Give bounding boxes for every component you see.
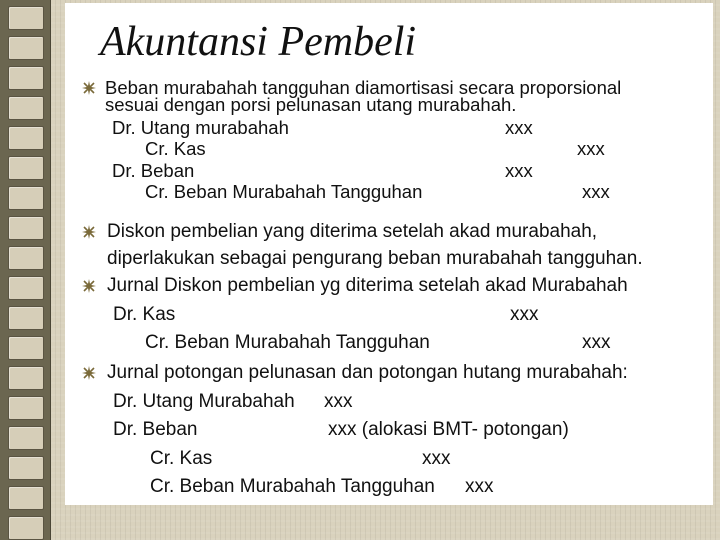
bullet-icon [82,366,96,380]
film-hole [8,186,44,210]
journal-entry-amount: xxx [582,181,610,202]
film-hole [8,516,44,540]
film-hole [8,396,44,420]
journal-entry-amount: xxx [577,138,605,159]
film-hole [8,456,44,480]
bullet-4-line-1: Jurnal potongan pelunasan dan potongan hutang murabahah: [107,362,628,383]
bullet-1-line-2: sesuai dengan porsi pelunasan utang murabahah. [105,94,517,115]
film-hole [8,246,44,270]
journal-entry-amount: xxx [510,304,539,325]
bullet-3-line-1: Jurnal Diskon pembelian yg diterima setelah akad Murabahah [107,275,628,296]
film-hole [8,306,44,330]
journal-entry-label: Dr. Beban [112,160,195,181]
film-hole [8,426,44,450]
film-hole [8,156,44,180]
journal-entry-amount: xxx [324,391,353,412]
journal-entry-label: Cr. Beban Murabahah Tangguhan [145,332,430,353]
journal-entry-label: Dr. Utang Murabahah [113,391,295,412]
bullet-2-line-1: Diskon pembelian yang diterima setelah akad murabahah, [107,221,598,242]
film-hole [8,126,44,150]
bullet-2-line-2: diperlakukan sebagai pengurang beban murabahah tangguhan. [107,248,643,269]
film-hole [8,66,44,90]
slide-title: Akuntansi Pembeli [100,19,417,65]
film-hole [8,336,44,360]
film-strip-decoration [0,0,51,540]
journal-entry-amount: xxx [505,160,533,181]
journal-entry-label: Dr. Utang murabahah [112,117,289,138]
film-hole [8,366,44,390]
film-hole [8,216,44,240]
journal-entry-label: Dr. Kas [113,304,176,325]
film-hole [8,486,44,510]
bullet-icon [82,225,96,239]
journal-entry-label: Dr. Beban [113,419,198,440]
journal-entry-amount: xxx [422,448,451,469]
film-hole [8,6,44,30]
journal-entry-amount: xxx [505,117,533,138]
journal-entry-amount: xxx [582,332,611,353]
journal-entry-label: Cr. Beban Murabahah Tangguhan [145,181,423,202]
film-hole [8,276,44,300]
journal-entry-amount: xxx (alokasi BMT- potongan) [328,419,569,440]
bullet-1-line-1: Beban murabahah tangguhan diamortisasi secara proporsional [105,77,622,98]
bullet-icon [82,81,96,95]
bullet-icon [82,279,96,293]
journal-entry-label: Cr. Kas [150,448,213,469]
journal-entry-label: Cr. Beban Murabahah Tangguhan [150,476,435,497]
film-hole [8,36,44,60]
journal-entry-amount: xxx [465,476,494,497]
journal-entry-label: Cr. Kas [145,138,206,159]
film-hole [8,96,44,120]
